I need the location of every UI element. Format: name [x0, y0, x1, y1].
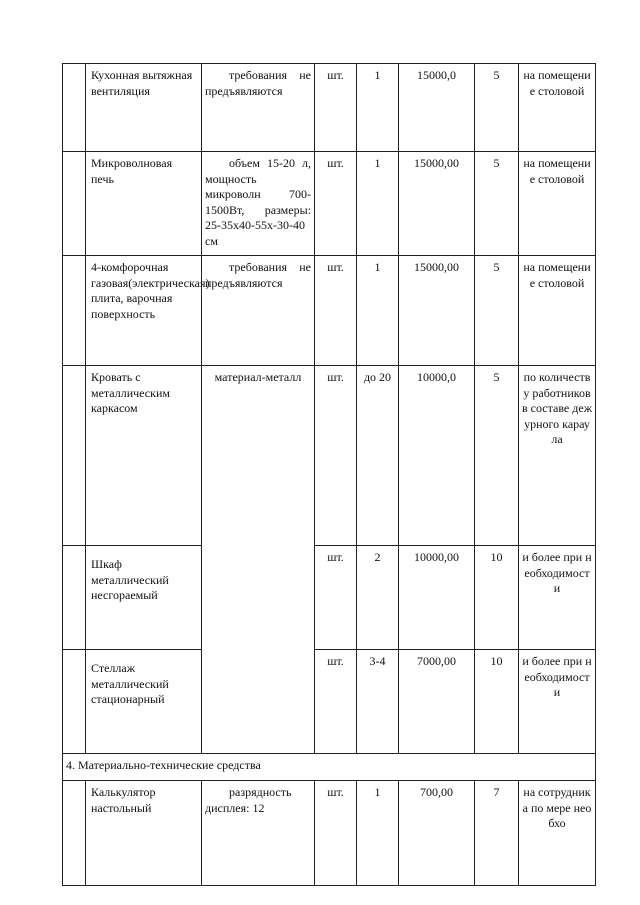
item-term: 5	[475, 64, 519, 152]
item-name: Стеллаж металлический стационарный	[86, 650, 202, 754]
item-note: на помещение столовой	[519, 64, 596, 152]
item-qty: 1	[357, 781, 399, 886]
item-note: на помещение столовой	[519, 152, 596, 256]
item-note: на сотрудника по мере необхо	[519, 781, 596, 886]
item-spec: требования не предъявляются	[202, 64, 315, 152]
item-qty: до 20	[357, 366, 399, 546]
table-row	[63, 546, 596, 650]
item-spec: объем 15-20 л, мощность микроволн 700-1500Вт, размеры: 25-35х40-55х-30-40 см	[202, 152, 315, 256]
item-name: Микроволновая печь	[86, 152, 202, 256]
item-name: Кровать с металлическим каркасом	[86, 366, 202, 546]
equipment-table	[62, 63, 596, 886]
item-spec: требования не предъявляются	[202, 256, 315, 366]
item-unit: шт.	[315, 546, 357, 650]
section-title: 4. Материально-технические средства	[63, 754, 596, 781]
item-note: по количеству работников в составе дежурного караула	[519, 366, 596, 546]
row-number-cell	[63, 152, 86, 256]
item-price: 10000,0	[399, 366, 475, 546]
item-price: 700,00	[399, 781, 475, 886]
item-price: 15000,00	[399, 152, 475, 256]
item-term: 10	[475, 650, 519, 754]
table-row	[63, 650, 596, 754]
item-qty: 1	[357, 256, 399, 366]
table-row	[63, 256, 596, 366]
item-term: 5	[475, 256, 519, 366]
section-row	[63, 754, 596, 781]
item-term: 10	[475, 546, 519, 650]
table-row	[63, 152, 596, 256]
item-note: на помещение столовой	[519, 256, 596, 366]
item-price: 15000,00	[399, 256, 475, 366]
item-name: 4-комфорочная газовая(электрическая) плита, варочная поверхность	[86, 256, 202, 366]
table-row	[63, 781, 596, 886]
item-price: 15000,0	[399, 64, 475, 152]
item-name: Кухонная вытяжная вентиляция	[86, 64, 202, 152]
table-row	[63, 366, 596, 546]
row-number-cell	[63, 781, 86, 886]
row-number-cell	[63, 256, 86, 366]
item-unit: шт.	[315, 650, 357, 754]
table-row	[63, 64, 596, 152]
item-term: 5	[475, 152, 519, 256]
row-number-cell	[63, 64, 86, 152]
item-note: и более при необходимости	[519, 546, 596, 650]
item-name: Калькулятор настольный	[86, 781, 202, 886]
item-price: 10000,00	[399, 546, 475, 650]
item-unit: шт.	[315, 64, 357, 152]
item-unit: шт.	[315, 256, 357, 366]
item-spec: материал-металл	[202, 366, 315, 754]
item-term: 5	[475, 366, 519, 546]
item-qty: 1	[357, 152, 399, 256]
item-spec: разрядность дисплея: 12	[202, 781, 315, 886]
item-term: 7	[475, 781, 519, 886]
item-unit: шт.	[315, 152, 357, 256]
item-note: и более при необходимости	[519, 650, 596, 754]
item-qty: 2	[357, 546, 399, 650]
row-number-cell	[63, 546, 86, 650]
item-qty: 1	[357, 64, 399, 152]
item-unit: шт.	[315, 366, 357, 546]
item-unit: шт.	[315, 781, 357, 886]
item-price: 7000,00	[399, 650, 475, 754]
item-name: Шкаф металлический несгораемый	[86, 546, 202, 650]
row-number-cell	[63, 366, 86, 546]
row-number-cell	[63, 650, 86, 754]
item-qty: 3-4	[357, 650, 399, 754]
